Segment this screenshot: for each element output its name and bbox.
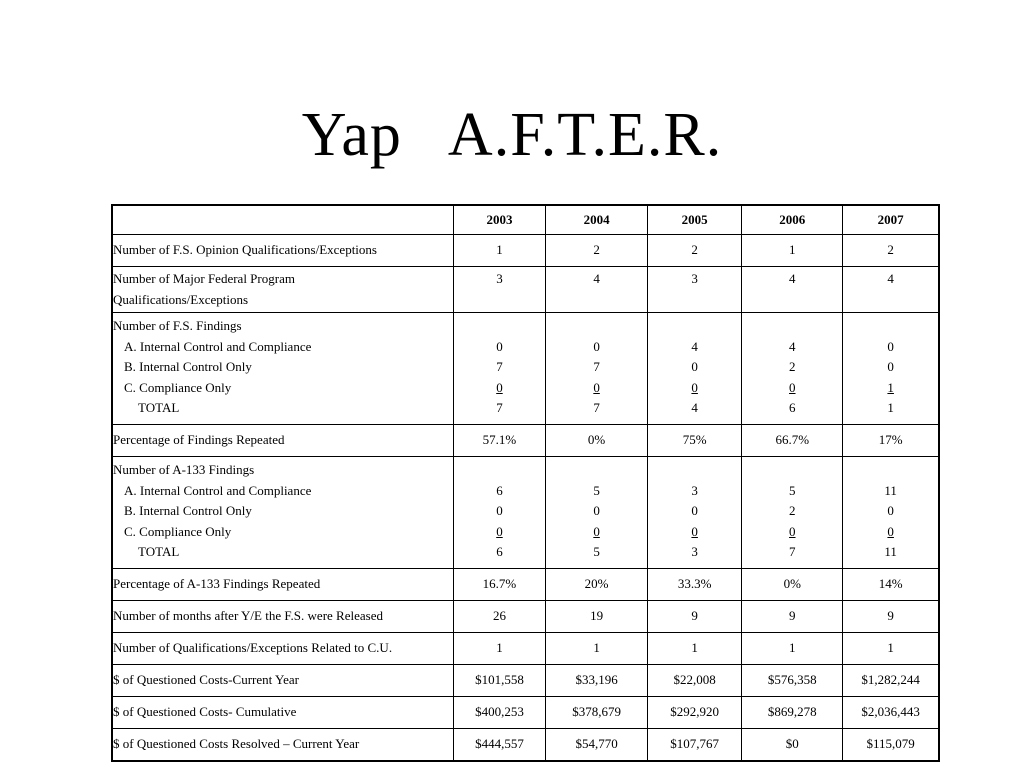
table-row [112, 569, 939, 601]
table-cell: $378,679 [546, 697, 648, 729]
row-label: Number of Qualifications/Exceptions Related to C.U. [112, 633, 453, 665]
table-cell: 9 [843, 601, 939, 633]
row-label: Percentage of A-133 Findings Repeated [112, 569, 453, 601]
table-cell: 1 [742, 235, 843, 267]
table-row [112, 697, 939, 729]
row-heading: Number of A-133 Findings [113, 462, 255, 477]
cell-value: 0 [887, 523, 894, 539]
cell-value: 0 [691, 523, 698, 539]
cell-value: 5 [593, 482, 600, 498]
table-row [112, 457, 939, 569]
table-cell: 3 [648, 267, 742, 313]
table-cell: 9 [648, 601, 742, 633]
table-cell: 0% [546, 425, 648, 457]
table-cell: 3 [453, 267, 545, 313]
cell-value: 0 [496, 379, 503, 395]
row-label: Number of months after Y/E the F.S. were Released [112, 601, 453, 633]
table-cell: 4 [843, 267, 939, 313]
table-row [112, 633, 939, 665]
cell-value-total: 11 [884, 544, 897, 559]
table-cell [648, 457, 742, 569]
cell-value: 0 [691, 359, 698, 374]
cell-value: 6 [496, 482, 503, 498]
slide-title: Yap A.F.T.E.R. [301, 101, 723, 169]
table-cell: $101,558 [453, 665, 545, 697]
table-cell: 1 [742, 633, 843, 665]
row-label: Percentage of Findings Repeated [112, 425, 453, 457]
table-cell: 4 [546, 267, 648, 313]
table-cell [742, 313, 843, 425]
table-cell [843, 457, 939, 569]
sub-label: A. Internal Control and Compliance [124, 338, 312, 354]
table-cell: $22,008 [648, 665, 742, 697]
table-cell: 16.7% [453, 569, 545, 601]
table-cell: 1 [648, 633, 742, 665]
sub-label: B. Internal Control Only [124, 503, 252, 518]
table-cell: 0% [742, 569, 843, 601]
sub-label-total: TOTAL [138, 544, 180, 559]
table-cell: 14% [843, 569, 939, 601]
row-label-line: Qualifications/Exceptions [113, 291, 249, 307]
cell-value: 3 [691, 482, 698, 498]
table-cell: 1 [453, 633, 545, 665]
table-cell: 2 [648, 235, 742, 267]
table-row [112, 665, 939, 697]
header-cell-2006: 2006 [742, 205, 843, 235]
header-cell-2004: 2004 [546, 205, 648, 235]
sub-label: B. Internal Control Only [124, 359, 252, 374]
cell-value: 0 [691, 503, 698, 518]
row-label: Number of F.S. Opinion Qualifications/Exceptions [112, 235, 453, 267]
table-cell [648, 313, 742, 425]
table-cell: 2 [843, 235, 939, 267]
cell-value-total: 6 [496, 544, 503, 559]
cell-value-total: 4 [691, 400, 698, 415]
audit-summary-table [111, 204, 940, 762]
table-row [112, 425, 939, 457]
cell-value: 0 [887, 503, 894, 518]
cell-value: 0 [496, 523, 503, 539]
table-cell: $0 [742, 729, 843, 762]
cell-value: 7 [593, 359, 600, 374]
table-cell: $115,079 [843, 729, 939, 762]
row-label: $ of Questioned Costs Resolved – Current Year [112, 729, 453, 762]
cell-value-total: 6 [789, 400, 796, 415]
cell-value: 0 [887, 359, 894, 374]
table-cell: $107,767 [648, 729, 742, 762]
table-cell: $869,278 [742, 697, 843, 729]
table-cell [843, 313, 939, 425]
table-cell: 1 [546, 633, 648, 665]
cell-value-total: 1 [887, 400, 894, 415]
cell-value: 0 [593, 503, 600, 518]
row-label [112, 313, 453, 425]
cell-value: 2 [789, 359, 796, 374]
table-cell: 19 [546, 601, 648, 633]
table-cell: $1,282,244 [843, 665, 939, 697]
table-cell: $2,036,443 [843, 697, 939, 729]
row-label-line: Number of Major Federal Program [113, 271, 295, 286]
cell-value: 11 [884, 482, 897, 498]
cell-value: 5 [789, 482, 796, 498]
table-row [112, 729, 939, 762]
table-cell: $444,557 [453, 729, 545, 762]
row-heading: Number of F.S. Findings [113, 318, 242, 333]
header-cell-2003: 2003 [453, 205, 545, 235]
table-cell: 9 [742, 601, 843, 633]
sub-label: A. Internal Control and Compliance [124, 482, 312, 498]
cell-value-total: 7 [789, 544, 796, 559]
cell-value: 4 [691, 338, 698, 354]
table-row [112, 313, 939, 425]
table-cell: 26 [453, 601, 545, 633]
table-cell: 20% [546, 569, 648, 601]
cell-value: 0 [496, 338, 503, 354]
table-cell: 2 [546, 235, 648, 267]
cell-value: 0 [593, 523, 600, 539]
cell-value: 0 [593, 379, 600, 395]
cell-value-total: 5 [593, 544, 600, 559]
header-cell-blank [112, 205, 453, 235]
table-cell: $576,358 [742, 665, 843, 697]
table-cell: 4 [742, 267, 843, 313]
table-cell: $33,196 [546, 665, 648, 697]
row-label [112, 457, 453, 569]
table-cell: 57.1% [453, 425, 545, 457]
cell-value: 0 [691, 379, 698, 395]
sub-label-total: TOTAL [138, 400, 180, 415]
table-cell: 1 [453, 235, 545, 267]
table-cell [546, 457, 648, 569]
table-cell: $54,770 [546, 729, 648, 762]
header-cell-2005: 2005 [648, 205, 742, 235]
table-row [112, 235, 939, 267]
header-cell-2007: 2007 [843, 205, 939, 235]
table-cell [453, 313, 545, 425]
row-label: $ of Questioned Costs- Cumulative [112, 697, 453, 729]
table-cell: 66.7% [742, 425, 843, 457]
cell-value: 0 [789, 523, 796, 539]
table-cell: 1 [843, 633, 939, 665]
table-row [112, 267, 939, 313]
row-label [112, 267, 453, 313]
cell-value: 4 [789, 338, 796, 354]
cell-value: 0 [887, 338, 894, 354]
table-cell: 17% [843, 425, 939, 457]
table-cell: 75% [648, 425, 742, 457]
table-cell [742, 457, 843, 569]
cell-value: 1 [887, 379, 894, 395]
sub-label: C. Compliance Only [124, 379, 232, 395]
table-header-row [112, 205, 939, 235]
table-cell: 33.3% [648, 569, 742, 601]
cell-value-total: 7 [496, 400, 503, 415]
table-cell [453, 457, 545, 569]
table-cell: $292,920 [648, 697, 742, 729]
table-row [112, 601, 939, 633]
cell-value-total: 3 [691, 544, 698, 559]
table-cell [546, 313, 648, 425]
cell-value: 2 [789, 503, 796, 518]
cell-value-total: 7 [593, 400, 600, 415]
cell-value: 0 [496, 503, 503, 518]
cell-value: 0 [593, 338, 600, 354]
sub-label: C. Compliance Only [124, 523, 232, 539]
row-label: $ of Questioned Costs-Current Year [112, 665, 453, 697]
cell-value: 7 [496, 359, 503, 374]
cell-value: 0 [789, 379, 796, 395]
table-cell: $400,253 [453, 697, 545, 729]
